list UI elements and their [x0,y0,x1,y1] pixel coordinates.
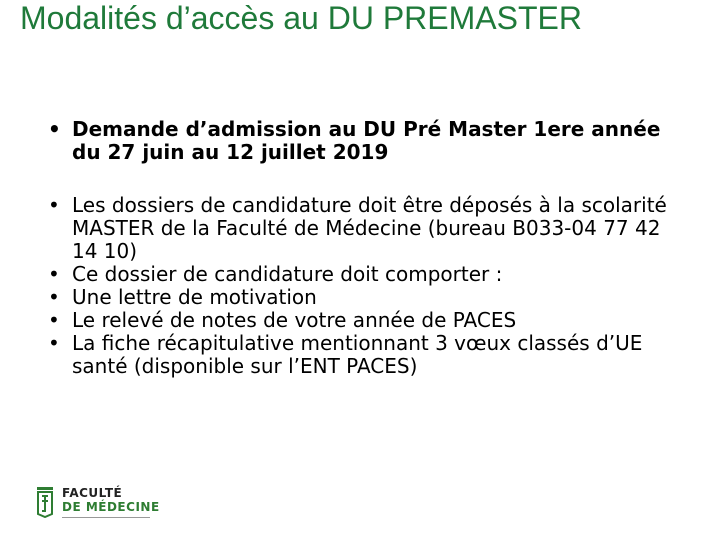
bullet-text: Une lettre de motivation [72,285,317,309]
bullet-item [48,332,688,378]
bullet-icon: • [48,262,60,286]
bullet-item [48,286,688,309]
bullet-item [48,309,688,332]
logo-rule [62,517,150,518]
bullet-icon: • [48,285,60,309]
faculty-logo [36,486,160,518]
bullet-icon: • [48,193,60,217]
bullet-item [48,118,688,164]
bullet-icon: • [48,308,60,332]
logo-line2: DE MÉDECINE [62,500,160,514]
bullet-item [48,263,688,286]
bullet-icon: • [48,117,61,141]
slide-title: Modalités d’accès au DU PREMASTER [20,0,582,36]
bullet-text: Ce dossier de candidature doit comporter : [72,262,503,286]
faculty-emblem-icon [36,486,54,518]
logo-line1: FACULTÉ [62,486,123,500]
bullet-text: La fiche récapitulative mentionnant 3 vœux classés d’UE santé (disponible sur l’ENT PACES) [72,331,643,378]
bullet-item [48,194,688,263]
logo-text [62,486,160,518]
bullet-text: Les dossiers de candidature doit être déposés à la scolarité MASTER de la Faculté de Médecine (bureau B033-04 77 42 14 10) [72,193,667,263]
bullet-list [48,118,688,378]
bullet-icon: • [48,331,60,355]
bullet-text: Le relevé de notes de votre année de PACES [72,308,517,332]
bullet-text: Demande d’admission au DU Pré Master 1ere année du 27 juin au 12 juillet 2019 [72,117,661,164]
